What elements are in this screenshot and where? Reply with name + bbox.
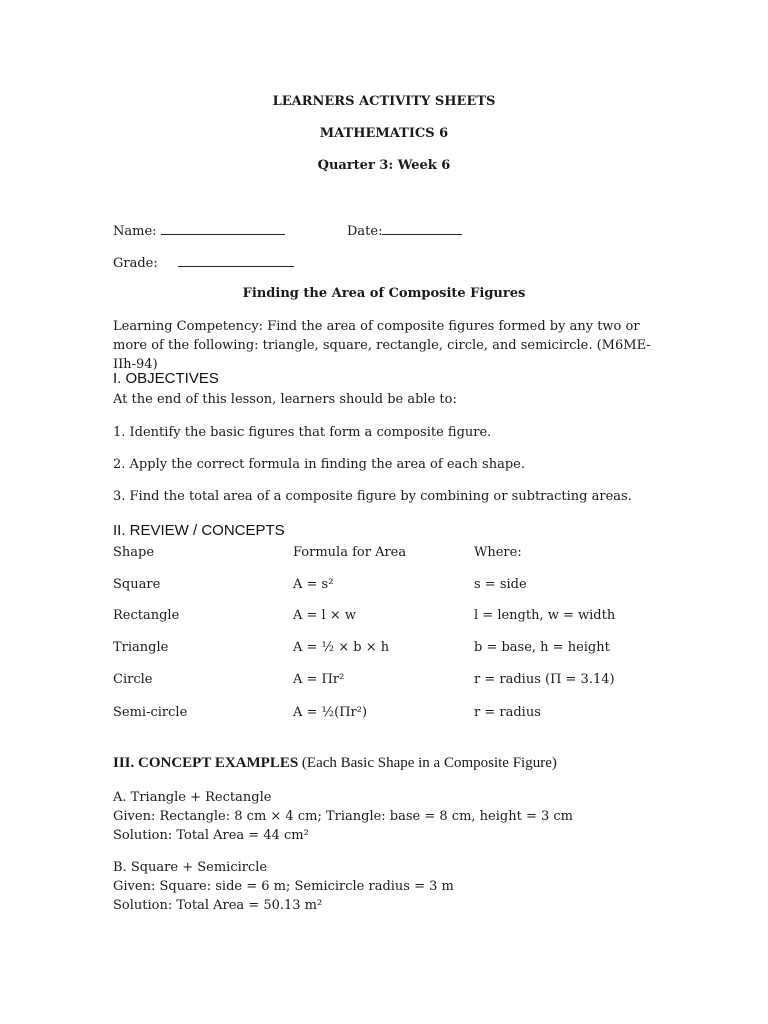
- table-cell-shape: Circle: [113, 672, 153, 687]
- grade-blank[interactable]: [178, 254, 294, 267]
- date-label: Date:: [347, 224, 383, 239]
- date-field[interactable]: [347, 222, 462, 239]
- example-title: A. Triangle + Rectangle: [113, 790, 272, 805]
- name-blank[interactable]: [161, 222, 285, 235]
- date-blank[interactable]: [382, 222, 462, 235]
- examples-heading: [113, 755, 557, 772]
- table-cell-shape: Square: [113, 577, 161, 592]
- examples-heading-note: (Each Basic Shape in a Composite Figure): [298, 755, 557, 771]
- objectives-heading: I. OBJECTIVES: [113, 370, 219, 387]
- table-cell-where: s = side: [474, 577, 527, 592]
- table-cell-where: r = radius (Π = 3.14): [474, 672, 615, 687]
- table-cell-formula: A = s²: [293, 577, 334, 592]
- objective-item: 2. Apply the correct formula in finding the area of each shape.: [113, 457, 526, 472]
- example-solution: Solution: Total Area = 50.13 m²: [113, 898, 323, 913]
- name-label: Name:: [113, 224, 157, 239]
- example-given: Given: Rectangle: 8 cm × 4 cm; Triangle: base = 8 cm, height = 3 cm: [113, 809, 573, 824]
- table-cell-formula: A = l × w: [293, 608, 356, 623]
- table-cell-formula: A = ½(Πr²): [293, 705, 368, 720]
- column-header-shape: Shape: [113, 545, 155, 560]
- table-cell-shape: Rectangle: [113, 608, 180, 623]
- column-header-formula: Formula for Area: [293, 545, 407, 560]
- lesson-title: Finding the Area of Composite Figures: [242, 286, 526, 301]
- table-cell-formula: A = ½ × b × h: [293, 640, 390, 655]
- example-title: B. Square + Semicircle: [113, 860, 268, 875]
- grade-label: Grade:: [113, 256, 158, 271]
- table-cell-where: l = length, w = width: [474, 608, 616, 623]
- subject-title: MATHEMATICS 6: [319, 126, 449, 141]
- quarter-week: Quarter 3: Week 6: [317, 158, 451, 173]
- learning-competency: Learning Competency: Find the area of composite figures formed by any two or more of the following: triangle, square, rectangle, circle, and semicircle. (M6ME-IIh-94): [113, 319, 651, 372]
- name-field[interactable]: [113, 222, 285, 239]
- table-cell-where: b = base, h = height: [474, 640, 610, 655]
- table-cell-where: r = radius: [474, 705, 541, 720]
- examples-heading-main: III. CONCEPT EXAMPLES: [113, 755, 299, 771]
- review-heading: II. REVIEW / CONCEPTS: [113, 522, 285, 539]
- table-cell-shape: Triangle: [113, 640, 169, 655]
- example-solution: Solution: Total Area = 44 cm²: [113, 828, 309, 843]
- table-cell-shape: Semi-circle: [113, 705, 188, 720]
- sheet-title: LEARNERS ACTIVITY SHEETS: [272, 94, 496, 109]
- example-given: Given: Square: side = 6 m; Semicircle radius = 3 m: [113, 879, 454, 894]
- objective-item: 3. Find the total area of a composite figure by combining or subtracting areas.: [113, 489, 632, 504]
- column-header-where: Where:: [474, 545, 522, 560]
- table-cell-formula: A = Πr²: [293, 672, 345, 687]
- objective-item: 1. Identify the basic figures that form a composite figure.: [113, 425, 492, 440]
- objectives-intro: At the end of this lesson, learners should be able to:: [113, 392, 457, 407]
- grade-field[interactable]: [113, 254, 294, 271]
